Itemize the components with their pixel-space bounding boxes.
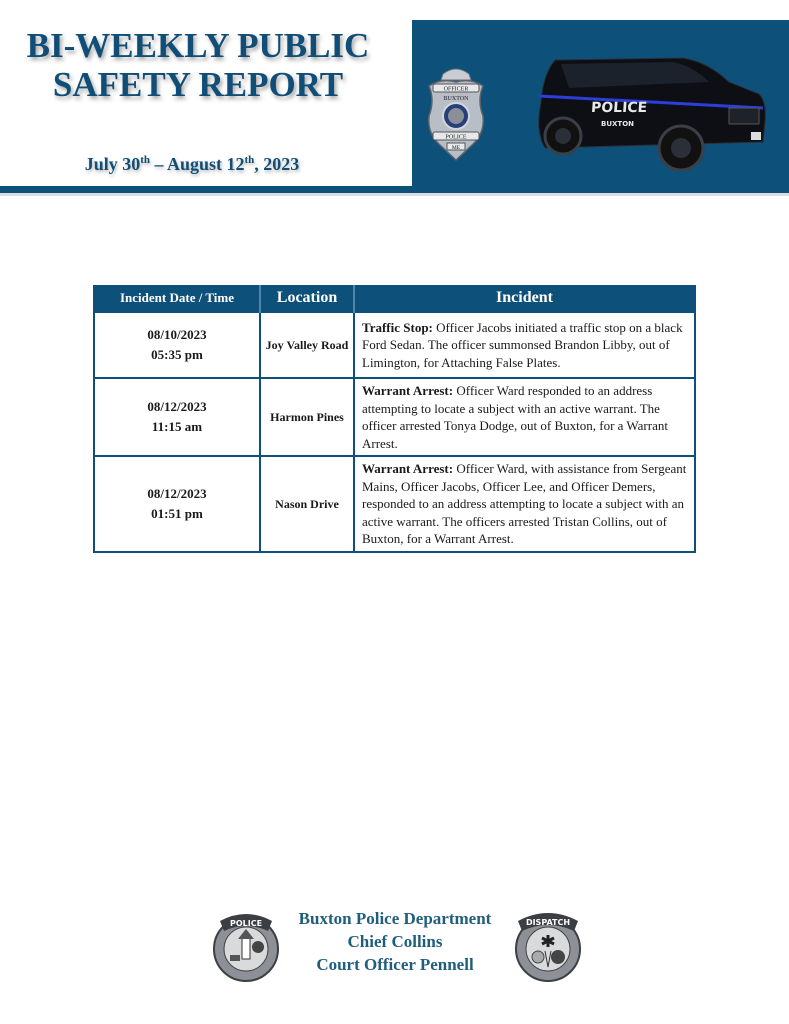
date-end-suffix: th [244, 154, 255, 166]
incident-type: Warrant Arrest: [362, 383, 454, 398]
incident-date-time [94, 378, 260, 456]
table-row [94, 312, 695, 378]
department-signature [280, 907, 510, 976]
car-text-police: POLICE [590, 100, 648, 116]
incident-text: Officer Jacobs initiated a traffic stop on a black Ford Sedan. The officer summonsed Brandon Libby, out of Limington, for Attaching False Plates. [362, 319, 683, 370]
incident-text: Officer Ward, with assistance from Sergeant Mains, Officer Jacobs, Officer Lee, and Officer Demers, responded to an address attempting to locate a subject with an active warrant. The officers arrested Tristan Collins, out of Buxton, for a Warrant Arrest. [362, 461, 687, 547]
column-header-incident: Incident [354, 285, 695, 312]
footer [0, 905, 789, 995]
badge-text-bottom: POLICE [445, 134, 467, 141]
title-line-1: BI-WEEKLY PUBLIC [26, 26, 370, 65]
badge-text-middle: BUXTON [443, 96, 469, 102]
chief-name: Chief Collins [347, 932, 443, 951]
column-header-date-time: Incident Date / Time [94, 285, 260, 312]
table-header-row [94, 285, 695, 312]
badge-text-top: OFFICER [443, 86, 469, 93]
column-header-location: Location [260, 285, 354, 312]
incident-type: Traffic Stop: [362, 319, 433, 335]
badge-text-state: ME [451, 145, 461, 151]
incident-description [354, 378, 695, 456]
incident-description [354, 312, 695, 378]
date-start: July 30 [84, 154, 141, 174]
incident-date-time [94, 456, 260, 552]
car-text-buxton: BUXTON [601, 120, 635, 128]
incident-date: 08/12/2023 [147, 486, 207, 501]
date-end: – August 12 [149, 154, 245, 174]
table-row [94, 378, 695, 456]
date-year: , 2023 [254, 154, 300, 174]
incident-location: Nason Drive [260, 456, 354, 552]
seal-left-text: POLICE [229, 919, 263, 928]
incident-table [93, 285, 696, 553]
date-range [0, 154, 384, 175]
seal-right-text: DISPATCH [525, 918, 571, 927]
police-seal-icon [212, 905, 280, 987]
incident-time: 01:51 pm [151, 506, 203, 521]
incident-type: Warrant Arrest: [362, 461, 454, 477]
department-name: Buxton Police Department [298, 909, 492, 928]
date-start-suffix: th [140, 154, 150, 166]
incident-time: 05:35 pm [151, 347, 203, 362]
header-underline-bar [0, 186, 412, 193]
incident-date: 08/10/2023 [147, 327, 207, 342]
header-shadow [0, 193, 789, 196]
dispatch-seal-icon [512, 905, 584, 987]
report-title [0, 26, 396, 104]
police-badge-icon [421, 64, 491, 162]
incident-location: Harmon Pines [260, 378, 354, 456]
incident-time: 11:15 am [151, 419, 203, 434]
incident-date: 08/12/2023 [147, 399, 207, 414]
court-officer-name: Court Officer Pennell [316, 955, 474, 974]
police-suv-icon [533, 52, 768, 174]
incident-date-time [94, 312, 260, 378]
incident-description [354, 456, 695, 552]
table-row [94, 456, 695, 552]
title-line-2: SAFETY REPORT [52, 65, 344, 104]
report-title-area [0, 0, 412, 186]
incident-location: Joy Valley Road [260, 312, 354, 378]
incident-text: Officer Ward responded to an address attempting to locate a subject with an active warrant. The officer arrested Tonya Dodge, out of Buxton, for a Warrant Arrest. [362, 383, 668, 451]
